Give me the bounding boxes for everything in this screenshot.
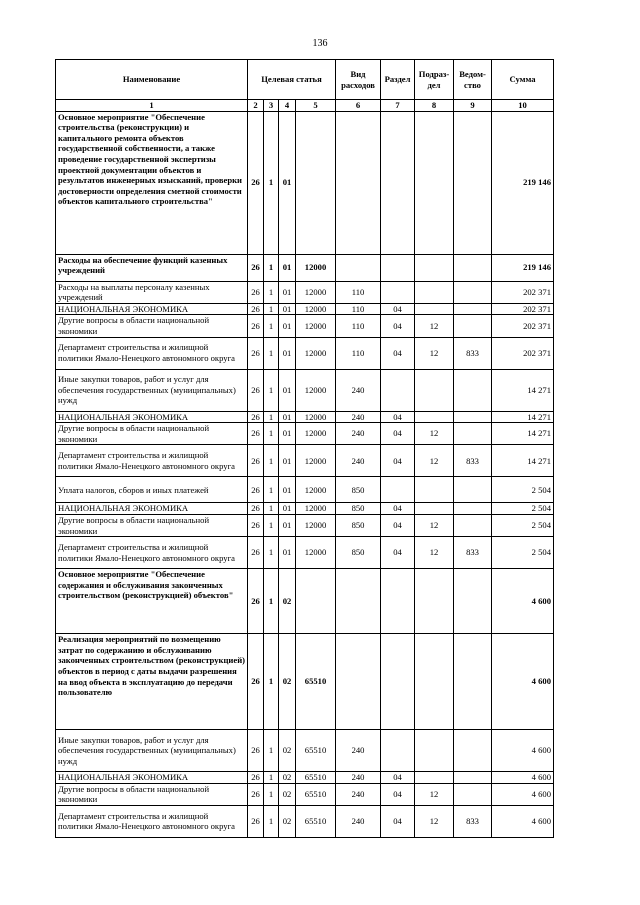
row-code-c6: 240 <box>336 772 381 784</box>
row-sum: 202 371 <box>492 303 554 315</box>
row-code-c8 <box>415 477 454 503</box>
row-sum: 14 271 <box>492 445 554 477</box>
row-code-c5: 12000 <box>296 503 336 515</box>
row-code-c9 <box>454 423 492 445</box>
row-code-c3: 1 <box>264 303 279 315</box>
table-row <box>56 411 554 423</box>
row-code-c2: 26 <box>248 805 264 837</box>
row-code-c8 <box>415 303 454 315</box>
row-code-c3: 1 <box>264 111 279 254</box>
row-code-c3: 1 <box>264 477 279 503</box>
row-code-c8 <box>415 772 454 784</box>
row-code-c6: 240 <box>336 411 381 423</box>
row-code-c4: 01 <box>279 514 296 536</box>
table-body <box>56 111 554 837</box>
row-sum: 14 271 <box>492 411 554 423</box>
row-code-c6: 240 <box>336 783 381 805</box>
row-code-c4: 01 <box>279 423 296 445</box>
row-name: Основное мероприятие "Обеспечение содержания и обслуживания законченных строительством (реконструкцией) объектов" <box>56 569 248 634</box>
table-row <box>56 369 554 411</box>
row-code-c9 <box>454 569 492 634</box>
row-code-c2: 26 <box>248 254 264 281</box>
row-code-c6 <box>336 634 381 730</box>
row-code-c5: 12000 <box>296 423 336 445</box>
row-code-c2: 26 <box>248 445 264 477</box>
row-code-c9 <box>454 411 492 423</box>
row-code-c5: 12000 <box>296 337 336 369</box>
row-code-c8 <box>415 411 454 423</box>
row-name: Расходы на выплаты персоналу казенных учреждений <box>56 281 248 303</box>
row-code-c7 <box>381 254 415 281</box>
table-row <box>56 805 554 837</box>
column-number: 7 <box>381 100 415 112</box>
row-code-c4: 02 <box>279 772 296 784</box>
row-code-c5: 12000 <box>296 303 336 315</box>
row-code-c2: 26 <box>248 537 264 569</box>
header-sum: Сумма <box>492 60 554 100</box>
row-name: Другие вопросы в области национальной экономики <box>56 514 248 536</box>
table-row <box>56 337 554 369</box>
row-code-c5: 65510 <box>296 634 336 730</box>
header-subsection: Подраз- дел <box>415 60 454 100</box>
row-code-c5 <box>296 569 336 634</box>
row-code-c6: 240 <box>336 445 381 477</box>
column-number: 3 <box>264 100 279 112</box>
row-code-c6: 110 <box>336 303 381 315</box>
row-code-c7: 04 <box>381 537 415 569</box>
table-row <box>56 477 554 503</box>
row-code-c4: 01 <box>279 281 296 303</box>
row-code-c2: 26 <box>248 634 264 730</box>
row-code-c9: 833 <box>454 805 492 837</box>
row-code-c7: 04 <box>381 423 415 445</box>
budget-table <box>55 59 554 838</box>
row-code-c3: 1 <box>264 503 279 515</box>
row-code-c3: 1 <box>264 569 279 634</box>
row-code-c2: 26 <box>248 569 264 634</box>
row-code-c8: 12 <box>415 445 454 477</box>
row-code-c9 <box>454 281 492 303</box>
row-code-c3: 1 <box>264 369 279 411</box>
row-sum: 4 600 <box>492 805 554 837</box>
row-code-c7 <box>381 634 415 730</box>
row-code-c8 <box>415 254 454 281</box>
row-code-c8 <box>415 281 454 303</box>
row-sum: 2 504 <box>492 477 554 503</box>
row-sum: 4 600 <box>492 730 554 772</box>
row-code-c2: 26 <box>248 514 264 536</box>
row-code-c3: 1 <box>264 730 279 772</box>
row-code-c8 <box>415 730 454 772</box>
row-code-c4: 01 <box>279 503 296 515</box>
row-code-c9 <box>454 503 492 515</box>
row-code-c7: 04 <box>381 411 415 423</box>
row-code-c8 <box>415 634 454 730</box>
row-code-c8 <box>415 503 454 515</box>
row-sum: 14 271 <box>492 423 554 445</box>
row-code-c6 <box>336 569 381 634</box>
row-code-c8: 12 <box>415 514 454 536</box>
row-code-c3: 1 <box>264 445 279 477</box>
row-name: Другие вопросы в области национальной экономики <box>56 315 248 337</box>
row-code-c6 <box>336 254 381 281</box>
row-code-c7 <box>381 369 415 411</box>
column-number: 9 <box>454 100 492 112</box>
row-code-c9 <box>454 369 492 411</box>
row-code-c9 <box>454 634 492 730</box>
row-code-c9: 833 <box>454 445 492 477</box>
row-code-c4: 01 <box>279 254 296 281</box>
row-name: Уплата налогов, сборов и иных платежей <box>56 477 248 503</box>
row-code-c6: 850 <box>336 537 381 569</box>
row-name: Департамент строительства и жилищной политики Ямало-Ненецкого автономного округа <box>56 537 248 569</box>
row-code-c7 <box>381 569 415 634</box>
row-code-c6: 240 <box>336 805 381 837</box>
row-code-c2: 26 <box>248 477 264 503</box>
row-name: Иные закупки товаров, работ и услуг для обеспечения государственных (муниципальных) нужд <box>56 369 248 411</box>
row-code-c7 <box>381 477 415 503</box>
row-code-c6: 110 <box>336 337 381 369</box>
table-row <box>56 503 554 515</box>
row-code-c3: 1 <box>264 281 279 303</box>
table-row <box>56 254 554 281</box>
table-row <box>56 303 554 315</box>
row-code-c6: 110 <box>336 315 381 337</box>
header-row <box>56 60 554 100</box>
row-sum: 2 504 <box>492 514 554 536</box>
row-code-c7: 04 <box>381 805 415 837</box>
row-code-c5 <box>296 111 336 254</box>
row-name: Другие вопросы в области национальной экономики <box>56 423 248 445</box>
row-code-c7 <box>381 281 415 303</box>
row-code-c8: 12 <box>415 783 454 805</box>
table-row <box>56 537 554 569</box>
row-code-c4: 01 <box>279 477 296 503</box>
row-code-c6: 850 <box>336 503 381 515</box>
row-name: Основное мероприятие "Обеспечение строительства (реконструкции) и капитального ремонта объектов государственной собственности, а также проведение государственной экспертизы проектной документации объектов и результатов инженерных изысканий, проверки достоверности определения сметной стоимости объектов капитального строительства" <box>56 111 248 254</box>
row-name: Департамент строительства и жилищной политики Ямало-Ненецкого автономного округа <box>56 337 248 369</box>
row-code-c6: 850 <box>336 477 381 503</box>
column-number: 1 <box>56 100 248 112</box>
row-code-c4: 01 <box>279 369 296 411</box>
table-row <box>56 514 554 536</box>
row-code-c8 <box>415 569 454 634</box>
row-code-c2: 26 <box>248 772 264 784</box>
row-name: Другие вопросы в области национальной экономики <box>56 783 248 805</box>
column-number: 6 <box>336 100 381 112</box>
row-code-c9 <box>454 111 492 254</box>
row-sum: 4 600 <box>492 783 554 805</box>
row-name: Расходы на обеспечение функций казенных учреждений <box>56 254 248 281</box>
row-code-c2: 26 <box>248 411 264 423</box>
row-code-c4: 01 <box>279 303 296 315</box>
row-code-c4: 02 <box>279 569 296 634</box>
row-code-c8: 12 <box>415 337 454 369</box>
row-code-c3: 1 <box>264 783 279 805</box>
row-code-c7 <box>381 111 415 254</box>
row-code-c5: 65510 <box>296 805 336 837</box>
row-name: Департамент строительства и жилищной политики Ямало-Ненецкого автономного округа <box>56 805 248 837</box>
row-code-c2: 26 <box>248 337 264 369</box>
table-row <box>56 783 554 805</box>
row-code-c9 <box>454 315 492 337</box>
row-sum: 4 600 <box>492 634 554 730</box>
table-row <box>56 423 554 445</box>
row-name: НАЦИОНАЛЬНАЯ ЭКОНОМИКА <box>56 503 248 515</box>
header-section: Раздел <box>381 60 415 100</box>
row-name: НАЦИОНАЛЬНАЯ ЭКОНОМИКА <box>56 772 248 784</box>
row-code-c6: 110 <box>336 281 381 303</box>
row-code-c4: 02 <box>279 805 296 837</box>
row-code-c8 <box>415 369 454 411</box>
row-code-c9: 833 <box>454 537 492 569</box>
row-name: Иные закупки товаров, работ и услуг для обеспечения государственных (муниципальных) нужд <box>56 730 248 772</box>
column-number: 10 <box>492 100 554 112</box>
row-code-c9 <box>454 254 492 281</box>
column-number: 2 <box>248 100 264 112</box>
row-code-c3: 1 <box>264 805 279 837</box>
row-sum: 4 600 <box>492 772 554 784</box>
row-code-c4: 01 <box>279 315 296 337</box>
row-code-c2: 26 <box>248 281 264 303</box>
row-code-c4: 01 <box>279 337 296 369</box>
column-number: 8 <box>415 100 454 112</box>
header-department: Ведом- ство <box>454 60 492 100</box>
row-code-c3: 1 <box>264 634 279 730</box>
row-code-c7: 04 <box>381 315 415 337</box>
row-code-c3: 1 <box>264 411 279 423</box>
row-sum: 202 371 <box>492 315 554 337</box>
row-code-c4: 01 <box>279 411 296 423</box>
row-code-c7: 04 <box>381 503 415 515</box>
row-code-c3: 1 <box>264 537 279 569</box>
row-code-c3: 1 <box>264 772 279 784</box>
table-row <box>56 772 554 784</box>
row-name: Реализация мероприятий по возмещению затрат по содержанию и обслуживанию законченных строительством (реконструкцией) объектов в период с даты выдачи разрешения на ввод объекта в эксплуатацию до передачи пользователю <box>56 634 248 730</box>
row-code-c7: 04 <box>381 783 415 805</box>
row-code-c8: 12 <box>415 537 454 569</box>
row-code-c7: 04 <box>381 514 415 536</box>
row-sum: 4 600 <box>492 569 554 634</box>
table-row <box>56 111 554 254</box>
header-name: Наименование <box>56 60 248 100</box>
row-code-c2: 26 <box>248 303 264 315</box>
row-code-c4: 01 <box>279 445 296 477</box>
row-code-c5: 65510 <box>296 783 336 805</box>
row-code-c6 <box>336 111 381 254</box>
row-code-c5: 65510 <box>296 772 336 784</box>
row-code-c2: 26 <box>248 730 264 772</box>
row-code-c6: 240 <box>336 730 381 772</box>
row-code-c8 <box>415 111 454 254</box>
column-number-row <box>56 100 554 112</box>
row-code-c7: 04 <box>381 337 415 369</box>
row-code-c2: 26 <box>248 111 264 254</box>
row-code-c3: 1 <box>264 514 279 536</box>
row-code-c2: 26 <box>248 503 264 515</box>
page-number: 136 <box>312 38 328 49</box>
row-code-c4: 01 <box>279 111 296 254</box>
row-code-c5: 12000 <box>296 445 336 477</box>
row-name: Департамент строительства и жилищной политики Ямало-Ненецкого автономного округа <box>56 445 248 477</box>
row-code-c9: 833 <box>454 337 492 369</box>
row-code-c9 <box>454 772 492 784</box>
header-target: Целевая статья <box>248 60 336 100</box>
row-sum: 219 146 <box>492 111 554 254</box>
row-name: НАЦИОНАЛЬНАЯ ЭКОНОМИКА <box>56 303 248 315</box>
row-code-c7: 04 <box>381 772 415 784</box>
row-code-c3: 1 <box>264 337 279 369</box>
row-code-c5: 12000 <box>296 477 336 503</box>
row-code-c5: 12000 <box>296 281 336 303</box>
row-code-c9 <box>454 477 492 503</box>
row-code-c7 <box>381 730 415 772</box>
table-row <box>56 730 554 772</box>
row-code-c6: 240 <box>336 423 381 445</box>
table-row <box>56 569 554 634</box>
row-code-c7: 04 <box>381 445 415 477</box>
row-sum: 219 146 <box>492 254 554 281</box>
row-code-c3: 1 <box>264 315 279 337</box>
row-code-c5: 12000 <box>296 315 336 337</box>
table-row <box>56 445 554 477</box>
column-number: 5 <box>296 100 336 112</box>
row-sum: 202 371 <box>492 281 554 303</box>
row-sum: 14 271 <box>492 369 554 411</box>
row-code-c9 <box>454 730 492 772</box>
row-code-c4: 02 <box>279 730 296 772</box>
row-code-c4: 02 <box>279 634 296 730</box>
row-code-c8: 12 <box>415 805 454 837</box>
row-code-c5: 12000 <box>296 254 336 281</box>
table-row <box>56 315 554 337</box>
row-code-c9 <box>454 783 492 805</box>
row-code-c5: 12000 <box>296 514 336 536</box>
header-expense-type: Вид расходов <box>336 60 381 100</box>
row-sum: 2 504 <box>492 503 554 515</box>
row-code-c4: 01 <box>279 537 296 569</box>
row-code-c6: 240 <box>336 369 381 411</box>
table-row <box>56 281 554 303</box>
row-sum: 2 504 <box>492 537 554 569</box>
row-code-c3: 1 <box>264 423 279 445</box>
row-code-c8: 12 <box>415 423 454 445</box>
row-code-c7: 04 <box>381 303 415 315</box>
row-name: НАЦИОНАЛЬНАЯ ЭКОНОМИКА <box>56 411 248 423</box>
row-code-c4: 02 <box>279 783 296 805</box>
row-code-c5: 12000 <box>296 411 336 423</box>
column-number: 4 <box>279 100 296 112</box>
row-code-c3: 1 <box>264 254 279 281</box>
row-code-c9 <box>454 514 492 536</box>
row-code-c9 <box>454 303 492 315</box>
row-code-c2: 26 <box>248 315 264 337</box>
row-code-c8: 12 <box>415 315 454 337</box>
table-row <box>56 634 554 730</box>
row-code-c6: 850 <box>336 514 381 536</box>
row-code-c5: 12000 <box>296 369 336 411</box>
row-code-c2: 26 <box>248 423 264 445</box>
row-code-c2: 26 <box>248 369 264 411</box>
row-sum: 202 371 <box>492 337 554 369</box>
row-code-c5: 12000 <box>296 537 336 569</box>
row-code-c5: 65510 <box>296 730 336 772</box>
row-code-c2: 26 <box>248 783 264 805</box>
